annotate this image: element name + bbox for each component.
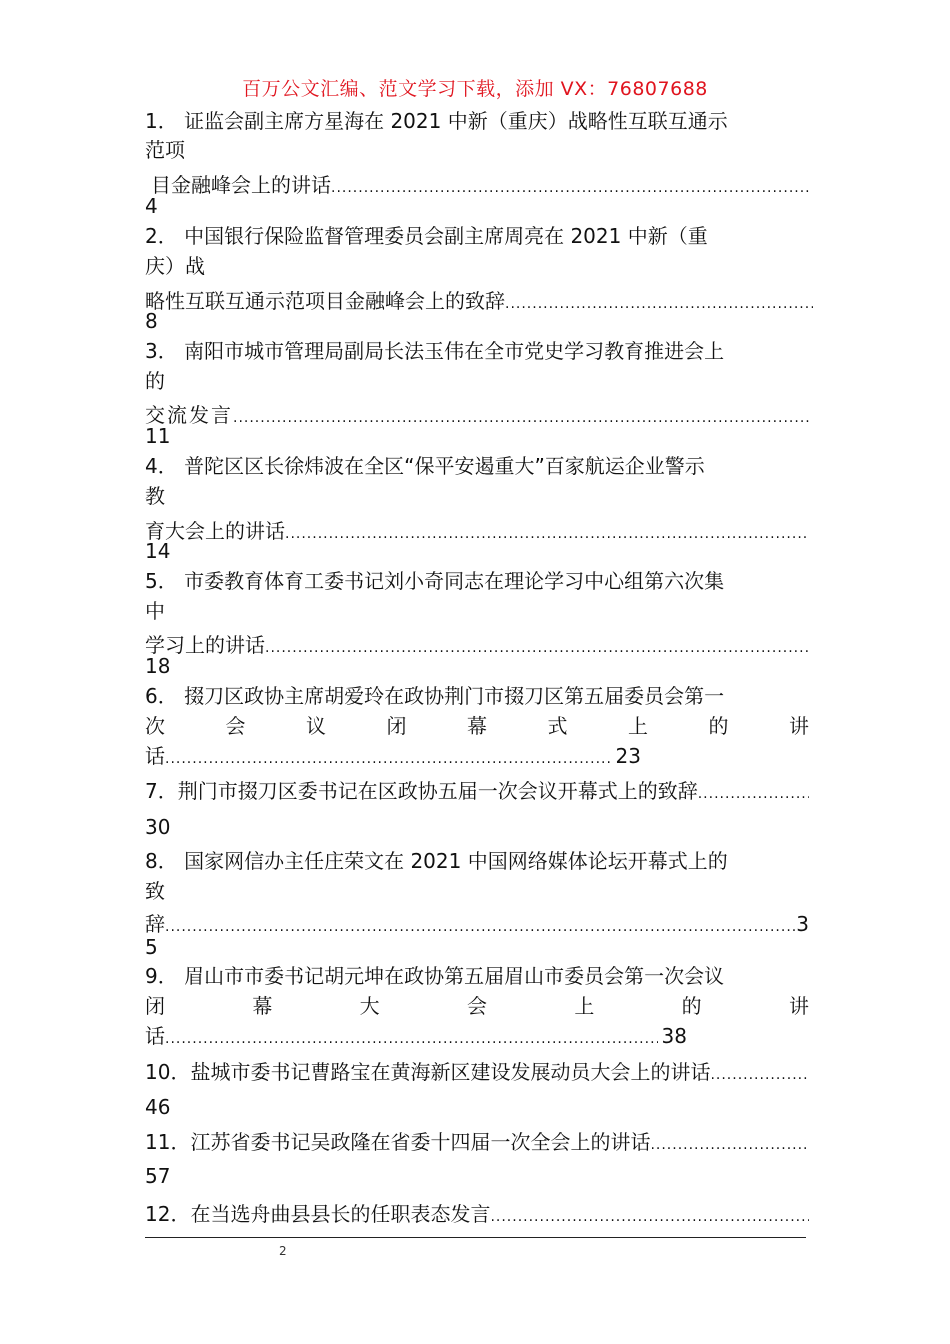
toc-entry-1-line2: 范项 <box>145 138 185 162</box>
toc-entry-11-page: 57 <box>145 1164 171 1188</box>
toc-entry-6-line2 <box>145 711 809 741</box>
footer-rule <box>145 1237 806 1238</box>
toc-entry-1-line1[interactable]: 1． 证监会副主席方星海在 2021 中新（重庆）战略性互联互通示 <box>145 109 728 133</box>
toc-entry-6-char: 式 <box>547 714 568 738</box>
toc-entry-9-char: 讲 <box>788 994 809 1018</box>
toc-entry-12-leader[interactable] <box>145 1199 809 1229</box>
toc-entry-6-char: 闭 <box>386 714 407 738</box>
toc-entry-9-char: 的 <box>681 994 702 1018</box>
toc-entry-2-line1[interactable]: 2． 中国银行保险监督管理委员会副主席周亮在 2021 中新（重 <box>145 224 708 248</box>
toc-entry-9-char: 闭 <box>145 994 165 1018</box>
toc-entry-6-char: 讲 <box>789 714 809 738</box>
toc-entry-2-line2: 庆）战 <box>145 254 205 278</box>
toc-entry-11-leader[interactable] <box>145 1127 809 1157</box>
toc-entry-9-char: 大 <box>359 994 380 1018</box>
toc-entry-9-line1[interactable]: 9． 眉山市市委书记胡元坤在政协第五届眉山市委员会第一次会议 <box>145 964 725 988</box>
toc-entry-8-page-cont: 5 <box>145 935 158 959</box>
toc-entry-2-page: 8 <box>145 309 158 333</box>
toc-entry-7-line1: 7．荆门市掇刀区委书记在区政协五届一次会议开幕式上的致辞 <box>145 779 698 803</box>
toc-entry-5-leader <box>145 630 809 660</box>
toc-entry-7-page: 30 <box>145 815 171 839</box>
toc-entry-7-leader[interactable] <box>145 776 809 806</box>
toc-entry-8-page: 3 <box>796 912 809 936</box>
toc-entry-8-leader <box>145 909 809 939</box>
toc-entry-3-line3: 交流发言 <box>145 403 233 427</box>
toc-entry-8-line2: 致 <box>145 879 165 903</box>
toc-entry-3-leader <box>145 400 809 430</box>
toc-entry-4-line2: 教 <box>145 484 165 508</box>
toc-entry-5-page: 18 <box>145 654 171 678</box>
toc-entry-3-line1[interactable]: 3． 南阳市城市管理局副局长法玉伟在全市党史学习教育推进会上 <box>145 339 725 363</box>
toc-entry-8-line3: 辞 <box>145 912 165 936</box>
toc-entry-8-line1[interactable]: 8． 国家网信办主任庄荣文在 2021 中国网络媒体论坛开幕式上的 <box>145 849 728 873</box>
toc-entry-10-page: 46 <box>145 1095 171 1119</box>
toc-entry-6-char: 的 <box>708 714 729 738</box>
toc-entry-10-line1: 10．盐城市委书记曹路宝在黄海新区建设发展动员大会上的讲话 <box>145 1060 711 1084</box>
toc-entry-9-leader <box>145 1021 687 1051</box>
toc-entry-4-line3: 育大会上的讲话 <box>145 519 285 543</box>
page-number: 2 <box>279 1244 287 1258</box>
toc-entry-1-line3: 目金融峰会上的讲话 <box>151 173 331 197</box>
toc-entry-10-leader[interactable] <box>145 1057 809 1087</box>
toc-entry-9-line3: 话 <box>145 1024 165 1048</box>
toc-entry-6-char: 上 <box>628 714 648 738</box>
toc-entry-5-line1[interactable]: 5． 市委教育体育工委书记刘小奇同志在理论学习中心组第六次集 <box>145 569 725 593</box>
toc-entry-3-page: 11 <box>145 424 171 448</box>
toc-entry-4-leader <box>145 516 809 546</box>
toc-entry-5-line3: 学习上的讲话 <box>145 633 265 657</box>
toc-entry-11-line1: 11．江苏省委书记吴政隆在省委十四届一次全会上的讲话 <box>145 1130 651 1154</box>
toc-entry-6-line3: 话 <box>145 744 165 768</box>
toc-entry-6-char: 次 <box>145 714 165 738</box>
toc-entry-6-page: 23 <box>615 744 641 768</box>
toc-entry-2-leader <box>145 286 813 316</box>
toc-entry-1-leader <box>145 170 809 200</box>
toc-entry-4-page: 14 <box>145 539 171 563</box>
toc-entry-6-line1[interactable]: 6． 掇刀区政协主席胡爱玲在政协荆门市掇刀区第五届委员会第一 <box>145 684 725 708</box>
toc-entry-5-line2: 中 <box>145 599 165 623</box>
toc-entry-1-page: 4 <box>145 194 158 218</box>
toc-entry-9-char: 上 <box>574 994 595 1018</box>
toc-entry-2-line3: 略性互联互通示范项目金融峰会上的致辞 <box>145 289 505 313</box>
toc-entry-6-char: 会 <box>225 714 246 738</box>
toc-entry-9-line2 <box>145 991 809 1021</box>
toc-entry-9-page: 38 <box>661 1024 687 1048</box>
toc-entry-12-line1: 12．在当选舟曲县县长的任职表态发言 <box>145 1202 491 1226</box>
toc-entry-3-line2: 的 <box>145 369 165 393</box>
toc-entry-4-line1[interactable]: 4． 普陀区区长徐炜波在全区“保平安遏重大”百家航运企业警示 <box>145 454 705 478</box>
toc-entry-9-char: 会 <box>466 994 487 1018</box>
toc-entry-6-char: 幕 <box>467 714 487 738</box>
toc-entry-6-leader <box>145 741 641 771</box>
toc-entry-6-char: 议 <box>306 714 326 738</box>
toc-entry-9-char: 幕 <box>252 994 273 1018</box>
header-watermark: 百万公文汇编、范文学习下载，添加 VX：76807688 <box>242 78 708 100</box>
